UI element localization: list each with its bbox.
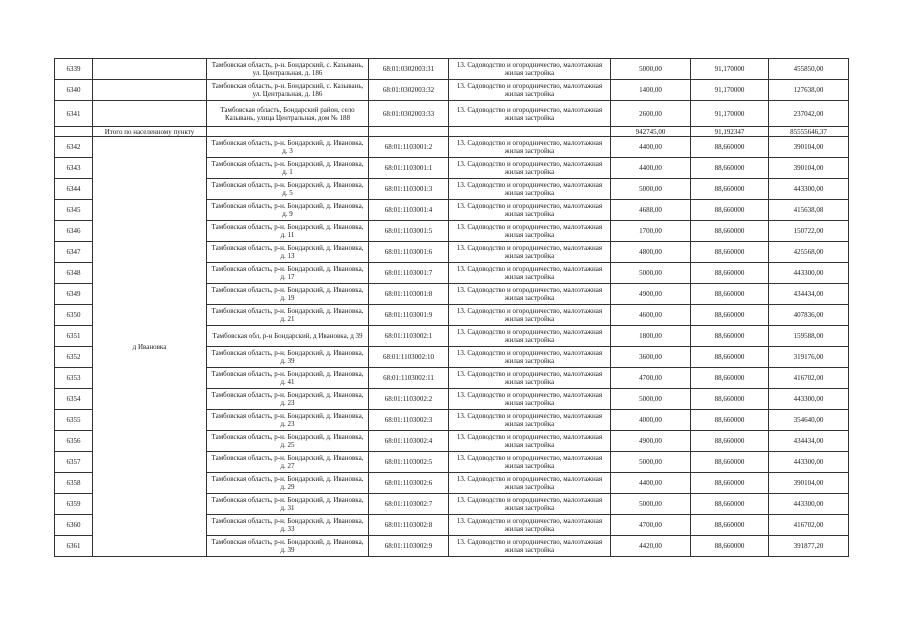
- row-number-cell: 6354: [55, 389, 93, 410]
- row-number-cell: 6346: [55, 221, 93, 242]
- area-cell: 4700,00: [611, 368, 691, 389]
- cadastral-value-cell: 434434,00: [769, 284, 849, 305]
- table-row: [55, 101, 849, 127]
- area-cell: 5000,00: [611, 179, 691, 200]
- cadastral-value-cell: 415638,08: [769, 200, 849, 221]
- table-body: [55, 59, 849, 557]
- land-use-cell: 13. Садоводство и огородничество, малоэтажная жилая застройка: [449, 59, 611, 80]
- area-cell: 4400,00: [611, 158, 691, 179]
- land-use-cell: 13. Садоводство и огородничество, малоэтажная жилая застройка: [449, 242, 611, 263]
- address-cell: Тамбовская область, р-н. Бондарский, д. Ивановка, д. 39: [207, 347, 369, 368]
- cadastral-number-cell: 68:01:1103001:8: [369, 284, 449, 305]
- area-cell: 5000,00: [611, 494, 691, 515]
- address-cell: Тамбовская область, р-н. Бондарский, д. Ивановка, д. 27: [207, 452, 369, 473]
- cadastral-number-cell: 68:01:1103002:9: [369, 536, 449, 557]
- row-number-cell: 6343: [55, 158, 93, 179]
- cadastral-value-cell: 443300,00: [769, 179, 849, 200]
- land-use-cell: 13. Садоводство и огородничество, малоэтажная жилая застройка: [449, 284, 611, 305]
- area-cell: 4600,00: [611, 305, 691, 326]
- cadastral-number-cell: 68:01:0302003:31: [369, 59, 449, 80]
- specific-value-cell: 88,660000: [691, 158, 769, 179]
- land-use-cell: 13. Садоводство и огородничество, малоэтажная жилая застройка: [449, 389, 611, 410]
- land-use-cell: 13. Садоводство и огородничество, малоэтажная жилая застройка: [449, 179, 611, 200]
- cadastral-value-cell: 416702,00: [769, 515, 849, 536]
- specific-value-cell: 88,660000: [691, 452, 769, 473]
- cadastral-number-cell: 68:01:1103001:6: [369, 242, 449, 263]
- cadastral-value-cell: 443300,00: [769, 263, 849, 284]
- cadastral-value-cell: 391877,20: [769, 536, 849, 557]
- land-use-cell: 13. Садоводство и огородничество, малоэтажная жилая застройка: [449, 80, 611, 101]
- address-cell: Тамбовская область, р-н. Бондарский, д. Ивановка, д. 19: [207, 284, 369, 305]
- area-cell: 1400,00: [611, 80, 691, 101]
- address-cell: Тамбовская область, р-н. Бондарский, д. Ивановка, д. 3: [207, 137, 369, 158]
- cadastral-number-cell: 68:01:1103002:8: [369, 515, 449, 536]
- settlement-cell: [93, 80, 207, 101]
- land-use-cell: 13. Садоводство и огородничество, малоэтажная жилая застройка: [449, 473, 611, 494]
- land-use-cell: 13. Садоводство и огородничество, малоэтажная жилая застройка: [449, 101, 611, 127]
- cadastral-value-cell: 443300,00: [769, 389, 849, 410]
- area-cell: 4688,00: [611, 200, 691, 221]
- specific-value-cell: 88,660000: [691, 284, 769, 305]
- land-use-cell: 13. Садоводство и огородничество, малоэтажная жилая застройка: [449, 368, 611, 389]
- row-number-cell: 6350: [55, 305, 93, 326]
- cadastral-number-cell: 68:01:1103002:5: [369, 452, 449, 473]
- settlement-cell: [93, 59, 207, 80]
- cadastral-number-cell: 68:01:1103002:2: [369, 389, 449, 410]
- cadastral-number-cell: 68:01:0302003:32: [369, 80, 449, 101]
- cadastral-value-cell: 319176,00: [769, 347, 849, 368]
- total-cadastral-value-cell: 85555646,37: [769, 127, 849, 137]
- specific-value-cell: 88,660000: [691, 410, 769, 431]
- area-cell: 1700,00: [611, 221, 691, 242]
- row-number-cell: 6351: [55, 326, 93, 347]
- cadastral-number-cell: 68:01:1103002:3: [369, 410, 449, 431]
- land-use-cell: 13. Садоводство и огородничество, малоэтажная жилая застройка: [449, 431, 611, 452]
- row-number-cell: 6355: [55, 410, 93, 431]
- cadastral-value-cell: 390104,00: [769, 158, 849, 179]
- cadastral-value-cell: 407836,00: [769, 305, 849, 326]
- specific-value-cell: 88,660000: [691, 242, 769, 263]
- row-number-cell: 6349: [55, 284, 93, 305]
- cadastral-value-table: [54, 58, 849, 557]
- specific-value-cell: 91,170000: [691, 80, 769, 101]
- row-number-cell: 6344: [55, 179, 93, 200]
- specific-value-cell: 88,660000: [691, 263, 769, 284]
- address-cell: Тамбовская область, р-н. Бондарский, д. Ивановка, д. 23: [207, 389, 369, 410]
- address-cell: Тамбовская область, р-н. Бондарский, д. Ивановка, д. 9: [207, 200, 369, 221]
- land-use-cell: 13. Садоводство и огородничество, малоэтажная жилая застройка: [449, 326, 611, 347]
- cadastral-value-cell: 425568,00: [769, 242, 849, 263]
- cadastral-number-cell: 68:01:1103001:4: [369, 200, 449, 221]
- cadastral-value-cell: 159588,00: [769, 326, 849, 347]
- cadastral-number-cell: 68:01:1103002:7: [369, 494, 449, 515]
- area-cell: 4420,00: [611, 536, 691, 557]
- table-row: [55, 80, 849, 101]
- cadastral-number-cell: 68:01:1103001:9: [369, 305, 449, 326]
- cadastral-value-cell: 416702,00: [769, 368, 849, 389]
- land-use-cell: 13. Садоводство и огородничество, малоэтажная жилая застройка: [449, 263, 611, 284]
- total-label: Итого по населенному пункту: [93, 127, 207, 137]
- specific-value-cell: 88,660000: [691, 347, 769, 368]
- row-number-cell: 6341: [55, 101, 93, 127]
- row-number-cell: 6348: [55, 263, 93, 284]
- land-use-cell: 13. Садоводство и огородничество, малоэтажная жилая застройка: [449, 221, 611, 242]
- address-cell: Тамбовская область, р-н. Бондарский, д. Ивановка, д. 23: [207, 410, 369, 431]
- area-cell: 4900,00: [611, 431, 691, 452]
- specific-value-cell: 88,660000: [691, 473, 769, 494]
- total-specific-value-cell: 91,192347: [691, 127, 769, 137]
- specific-value-cell: 88,660000: [691, 494, 769, 515]
- specific-value-cell: 88,660000: [691, 368, 769, 389]
- address-cell: Тамбовская область, р-н. Бондарский, д. Ивановка, д. 29: [207, 473, 369, 494]
- area-cell: 4400,00: [611, 137, 691, 158]
- row-number-cell: 6345: [55, 200, 93, 221]
- land-use-cell: [449, 127, 611, 137]
- specific-value-cell: 88,660000: [691, 137, 769, 158]
- cadastral-number-cell: 68:01:1103002:10: [369, 347, 449, 368]
- specific-value-cell: 88,660000: [691, 305, 769, 326]
- row-number-cell: 6356: [55, 431, 93, 452]
- address-cell: Тамбовская область, р-н. Бондарский, д. Ивановка, д. 1: [207, 158, 369, 179]
- area-cell: 4400,00: [611, 473, 691, 494]
- cadastral-number-cell: 68:01:1103002:6: [369, 473, 449, 494]
- land-use-cell: 13. Садоводство и огородничество, малоэтажная жилая застройка: [449, 347, 611, 368]
- specific-value-cell: 88,660000: [691, 326, 769, 347]
- cadastral-value-cell: 354640,00: [769, 410, 849, 431]
- cadastral-number-cell: 68:01:1103002:1: [369, 326, 449, 347]
- cadastral-value-cell: 455850,00: [769, 59, 849, 80]
- address-cell: Тамбовская область, р-н. Бондарский, д. Ивановка, д. 21: [207, 305, 369, 326]
- land-use-cell: 13. Садоводство и огородничество, малоэтажная жилая застройка: [449, 515, 611, 536]
- cadastral-value-cell: 390104,00: [769, 137, 849, 158]
- land-use-cell: 13. Садоводство и огородничество, малоэтажная жилая застройка: [449, 200, 611, 221]
- address-cell: Тамбовская область, р-н. Бондарский, д. Ивановка, д. 39: [207, 536, 369, 557]
- specific-value-cell: 88,660000: [691, 200, 769, 221]
- address-cell: Тамбовская область, Бондарский район, село Казывань, улица Центральная, дом № 188: [207, 101, 369, 127]
- cadastral-number-cell: 68:01:1103001:5: [369, 221, 449, 242]
- row-number-cell: [55, 127, 93, 137]
- address-cell: Тамбовская область, р-н. Бондарский, д. Ивановка, д. 41: [207, 368, 369, 389]
- address-cell: Тамбовская область, р-н. Бондарский, д. Ивановка, д. 17: [207, 263, 369, 284]
- area-cell: 5000,00: [611, 263, 691, 284]
- area-cell: 5000,00: [611, 452, 691, 473]
- address-cell: Тамбовская область, р-н. Бондарский, д. Ивановка, д. 5: [207, 179, 369, 200]
- address-cell: Тамбовская область, р-н. Бондарский, д. Ивановка, д. 31: [207, 494, 369, 515]
- address-cell: Тамбовская область, р-н. Бондарский, д. Ивановка, д. 25: [207, 431, 369, 452]
- row-number-cell: 6360: [55, 515, 93, 536]
- area-cell: 5000,00: [611, 389, 691, 410]
- row-number-cell: 6340: [55, 80, 93, 101]
- address-cell: Тамбовская область, р-н. Бондарский, д. Ивановка, д. 13: [207, 242, 369, 263]
- row-number-cell: 6361: [55, 536, 93, 557]
- cadastral-value-cell: 443300,00: [769, 452, 849, 473]
- address-cell: Тамбовская обл, р-н Бондарский, д Ивановка, д 39: [207, 326, 369, 347]
- settlement-cell: д Ивановка: [93, 137, 207, 557]
- total-area-cell: 942745,00: [611, 127, 691, 137]
- address-cell: Тамбовская область, р-н. Бондарский, с. Казывань, ул. Центральная, д. 186: [207, 59, 369, 80]
- cadastral-number-cell: [369, 127, 449, 137]
- row-number-cell: 6359: [55, 494, 93, 515]
- cadastral-value-cell: 150722,00: [769, 221, 849, 242]
- address-cell: Тамбовская область, р-н. Бондарский, с. Казывань, ул. Центральная, д. 186: [207, 80, 369, 101]
- row-number-cell: 6342: [55, 137, 93, 158]
- specific-value-cell: 88,660000: [691, 179, 769, 200]
- cadastral-value-cell: 443300,00: [769, 494, 849, 515]
- land-use-cell: 13. Садоводство и огородничество, малоэтажная жилая застройка: [449, 494, 611, 515]
- cadastral-number-cell: 68:01:1103001:7: [369, 263, 449, 284]
- land-use-cell: 13. Садоводство и огородничество, малоэтажная жилая застройка: [449, 158, 611, 179]
- cadastral-value-cell: 390104,00: [769, 473, 849, 494]
- cadastral-value-cell: 434434,00: [769, 431, 849, 452]
- cadastral-value-cell: 237042,00: [769, 101, 849, 127]
- cadastral-number-cell: 68:01:1103002:4: [369, 431, 449, 452]
- area-cell: 4900,00: [611, 284, 691, 305]
- cadastral-value-cell: 127638,00: [769, 80, 849, 101]
- area-cell: 4000,00: [611, 410, 691, 431]
- land-use-cell: 13. Садоводство и огородничество, малоэтажная жилая застройка: [449, 137, 611, 158]
- area-cell: 2600,00: [611, 101, 691, 127]
- row-number-cell: 6352: [55, 347, 93, 368]
- specific-value-cell: 88,660000: [691, 515, 769, 536]
- table-row: [55, 59, 849, 80]
- specific-value-cell: 88,660000: [691, 389, 769, 410]
- area-cell: 5000,00: [611, 59, 691, 80]
- area-cell: 4700,00: [611, 515, 691, 536]
- land-use-cell: 13. Садоводство и огородничество, малоэтажная жилая застройка: [449, 305, 611, 326]
- land-use-cell: 13. Садоводство и огородничество, малоэтажная жилая застройка: [449, 452, 611, 473]
- cadastral-number-cell: 68:01:1103002:11: [369, 368, 449, 389]
- address-cell: [207, 127, 369, 137]
- area-cell: 1800,00: [611, 326, 691, 347]
- settlement-cell: [93, 101, 207, 127]
- cadastral-number-cell: 68:01:0302003:33: [369, 101, 449, 127]
- area-cell: 3600,00: [611, 347, 691, 368]
- row-number-cell: 6358: [55, 473, 93, 494]
- specific-value-cell: 91,170000: [691, 59, 769, 80]
- specific-value-cell: 88,660000: [691, 221, 769, 242]
- row-number-cell: 6353: [55, 368, 93, 389]
- specific-value-cell: 88,660000: [691, 431, 769, 452]
- row-number-cell: 6347: [55, 242, 93, 263]
- table-row: [55, 137, 849, 158]
- land-use-cell: 13. Садоводство и огородничество, малоэтажная жилая застройка: [449, 536, 611, 557]
- area-cell: 4800,00: [611, 242, 691, 263]
- row-number-cell: 6339: [55, 59, 93, 80]
- land-use-cell: 13. Садоводство и огородничество, малоэтажная жилая застройка: [449, 410, 611, 431]
- row-number-cell: 6357: [55, 452, 93, 473]
- cadastral-number-cell: 68:01:1103001:1: [369, 158, 449, 179]
- cadastral-number-cell: 68:01:1103001:3: [369, 179, 449, 200]
- specific-value-cell: 88,660000: [691, 536, 769, 557]
- cadastral-number-cell: 68:01:1103001:2: [369, 137, 449, 158]
- total-row: [55, 127, 849, 137]
- address-cell: Тамбовская область, р-н. Бондарский, д. Ивановка, д. 33: [207, 515, 369, 536]
- address-cell: Тамбовская область, р-н. Бондарский, д. Ивановка, д. 11: [207, 221, 369, 242]
- specific-value-cell: 91,170000: [691, 101, 769, 127]
